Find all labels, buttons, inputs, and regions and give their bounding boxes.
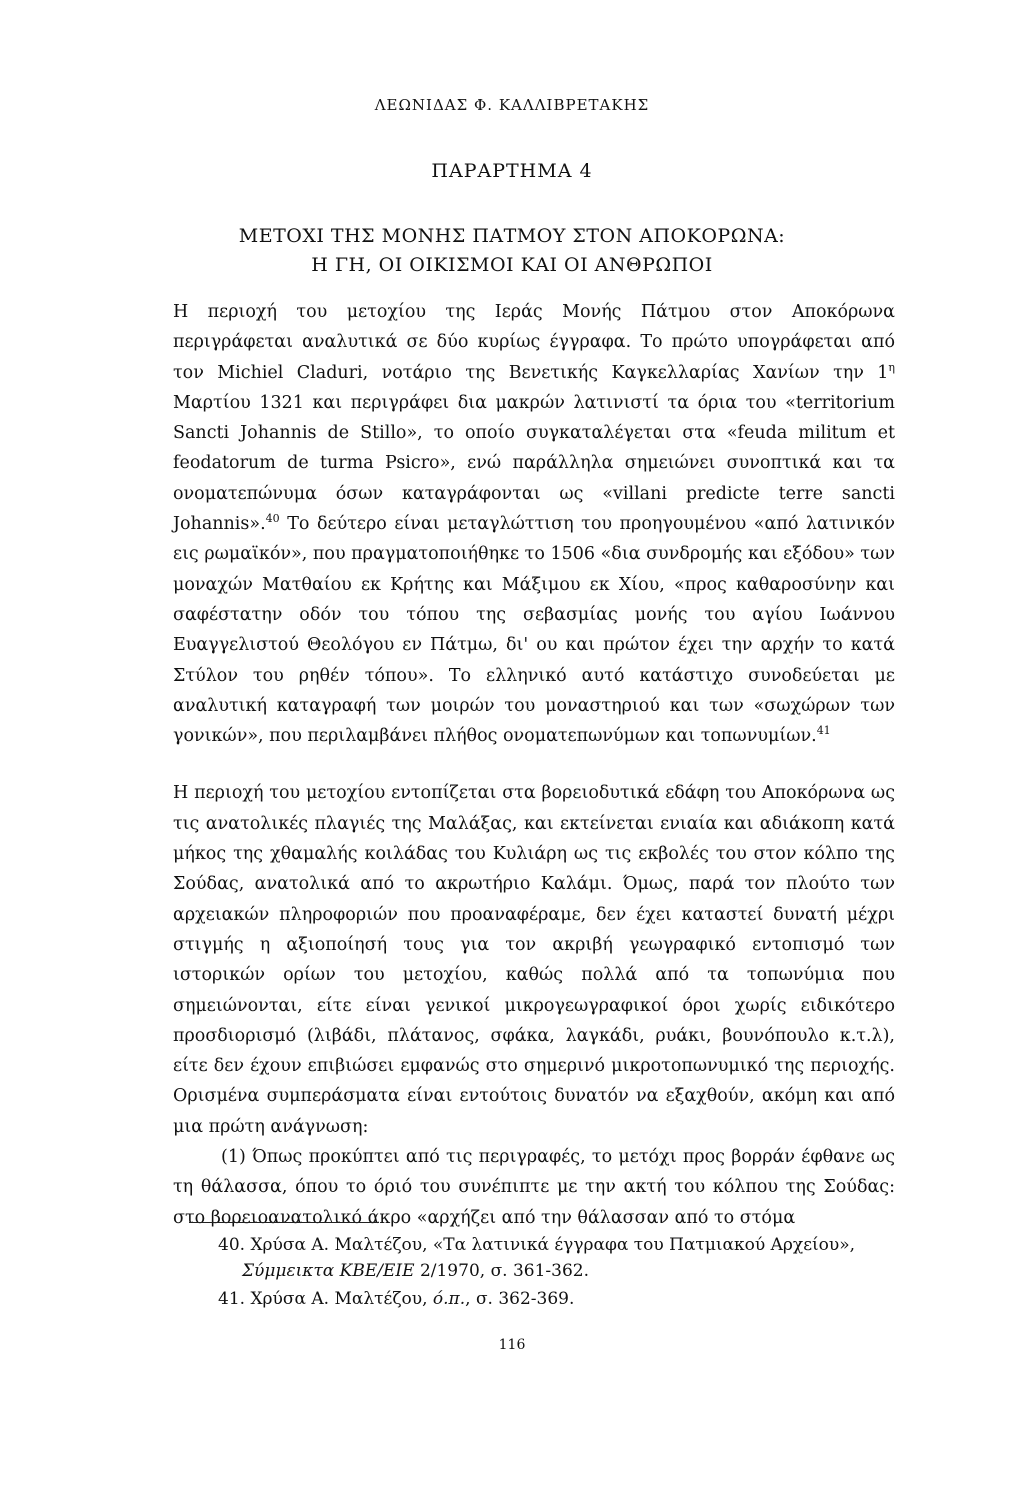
- page-number: 116: [498, 1337, 526, 1353]
- footnote-41-suffix: , σ. 362-369.: [465, 1289, 575, 1309]
- appendix-label: ΠΑΡΑΡΤΗΜΑ 4: [431, 160, 593, 182]
- footnote-40-title: Σύμμεικτα ΚΒΕ/ΕΙΕ: [242, 1261, 415, 1281]
- paragraph-1-text-a: Η περιοχή του μετοχίου της Ιεράς Μονής Πάτμου στον Αποκόρωνα περιγράφεται αναλυτικά σε δύο κυρίως έγγραφα. Το πρώτο υπογράφεται από τον Michiel Claduri, νοτάριο της Βενετικής Καγκελλαρίας Χανίων την 1: [173, 302, 895, 383]
- footnotes: [218, 1232, 898, 1312]
- footnote-40: [218, 1232, 898, 1284]
- footnote-40-prefix: 40. Χρύσα Α. Μαλτέζου, «Τα λατινικά έγγραφα του Πατμιακού Αρχείου»,: [218, 1235, 856, 1255]
- footnote-41-prefix: 41. Χρύσα Α. Μαλτέζου,: [218, 1289, 433, 1309]
- chapter-title: [0, 222, 1024, 280]
- chapter-title-line-1: ΜΕΤΟΧΙ ΤΗΣ ΜΟΝΗΣ ΠΑΤΜΟΥ ΣΤΟΝ ΑΠΟΚΟΡΩΝΑ:: [238, 225, 786, 247]
- footnote-41: [218, 1286, 898, 1312]
- paragraph-1-text-c: Το δεύτερο είναι μεταγλώττιση του προηγουμένου «από λατινικόν εις ρωμαϊκόν», που πραγματοποιήθηκε το 1506 «δια συνδρομής και εξόδου» των μοναχών Ματθαίου εκ Κρήτης και Μάξιμου εκ Χίου, «προς καθαροσύνην και σαφέστατην οδόν του τόπου της σεβασμίας μονής του αγίου Ιωάννου Ευαγγελιστού Θεολόγου εν Πάτμω, δι' ου και πρώτον έχει την αρχήν το κατά Στύλον του ρηθέν τόπου». Το ελληνικό αυτό κατάστιχο συνοδεύεται με αναλυτική καταγραφή των μοιρών του μοναστηριού και των «σωχώρων των γονικών», που περιλαμβάνει πλήθος ονοματεπωνύμων και τοπωνυμίων.: [173, 514, 895, 747]
- list-item-1: (1) Όπως προκύπτει από τις περιγραφές, το μετόχι προς βορράν έφθανε ως τη θάλασσα, όπου το όριό του συνέπιπτε με την ακτή του κόλπου της Σούδας: στο βορειοανατολικό άκρο «αρχήζει από την θάλασσαν από το στόμα: [173, 1147, 895, 1228]
- paragraph-2: Η περιοχή του μετοχίου εντοπίζεται στα βορειοδυτικά εδάφη του Αποκόρωνα ως τις ανατολικές πλαγιές της Μαλάξας, και εκτείνεται ενιαία και αδιάκοπη κατά μήκος της χθαμαλής κοιλάδας του Κυλιάρη ως τις εκβολές του στον κόλπο της Σούδας, ανατολικά από το ακρωτήριο Καλάμι. Όμως, παρά τον πλούτο των αρχειακών πληροφοριών που προαναφέραμε, δεν έχει καταστεί δυνατή μέχρι στιγμής η αξιοποίησή τους για τον ακριβή γεωγραφικό εντοπισμό των ιστορικών ορίων του μετοχίου, καθώς πολλά από τα τοπωνύμια που σημειώνονται, είτε είναι γενικοί μικρογεωγραφικοί όροι χωρίς ειδικότερο προσδιορισμό (λιβάδι, πλάτανος, σφάκα, λαγκάδι, ρυάκι, βουνόπουλο κ.τ.λ), είτε δεν έχουν επιβιώσει εμφανώς στο σημερινό μικροτοπωνυμικό της περιοχής. Ορισμένα συμπεράσματα είναι εντούτοις δυνατόν να εξαχθούν, ακόμη και από μια πρώτη ανάγνωση:: [173, 783, 895, 1137]
- footnote-ref-40[interactable]: 40: [265, 512, 280, 526]
- paragraph-1: [173, 297, 895, 751]
- ordinal-superscript: η: [888, 360, 895, 374]
- footnote-ref-41[interactable]: 41: [816, 724, 831, 738]
- footnote-divider: [189, 1222, 379, 1223]
- running-head: ΛΕΩΝΙΔΑΣ Φ. ΚΑΛΛΙΒΡΕΤΑΚΗΣ: [374, 96, 650, 114]
- chapter-title-line-2: Η ΓΗ, ΟΙ ΟΙΚΙΣΜΟΙ ΚΑΙ ΟΙ ΑΝΘΡΩΠΟΙ: [311, 254, 713, 276]
- footnote-41-ibid: ό.π.: [432, 1289, 466, 1309]
- paragraph-1-text-b: Μαρτίου 1321 και περιγράφει δια μακρών λατινιστί τα όρια του «territorium Sancti Johannis de Stillo», το οποίο συγκαταλέγεται στα «feuda militum et feodatorum de turma Psicro», ενώ παράλληλα σημειώνει συνοπτικά και τα ονοματεπώνυμα όσων καταγράφονται ως «villani predicte terre sancti Johannis».: [173, 392, 895, 535]
- body-text: [173, 297, 895, 1233]
- footnote-40-suffix: 2/1970, σ. 361-362.: [414, 1261, 590, 1281]
